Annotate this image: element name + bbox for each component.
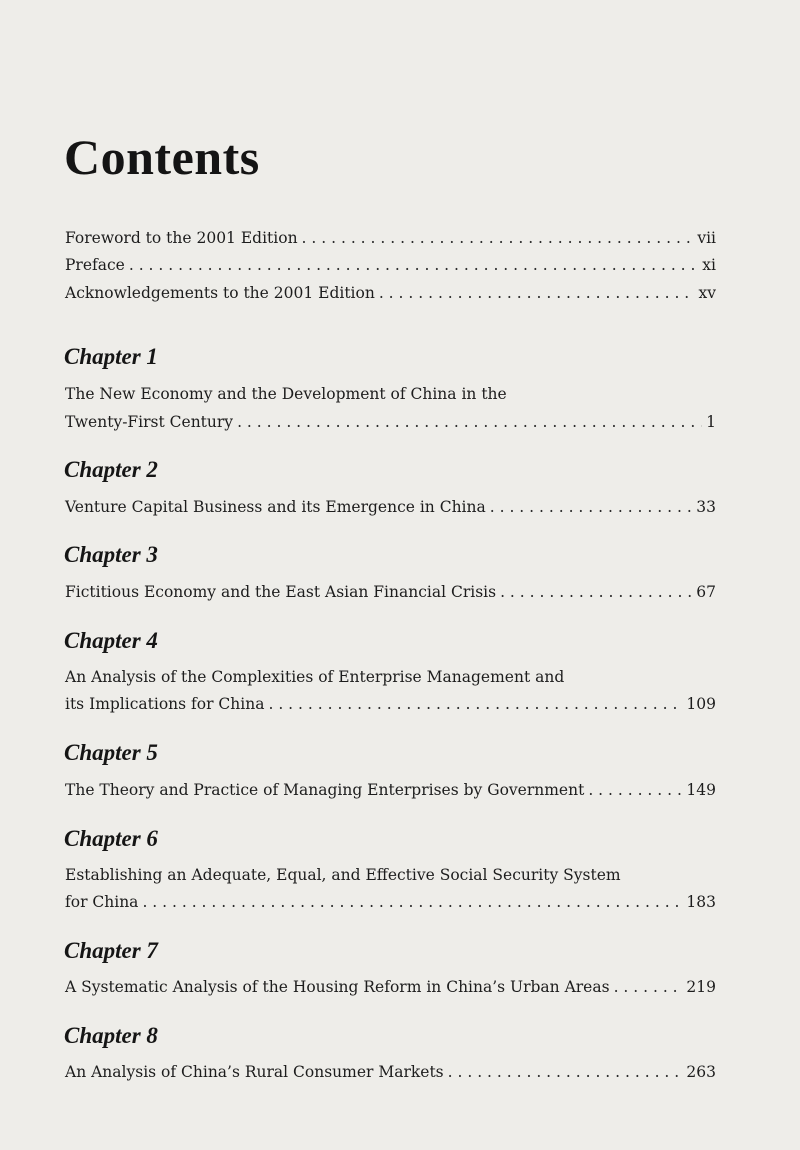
toc-entry-title: Fictitious Economy and the East Asian Financial Crisis xyxy=(65,583,497,601)
dot-leader xyxy=(500,582,692,602)
chapter-heading: Chapter 2 xyxy=(64,457,158,482)
toc-entry-preface[interactable] xyxy=(65,255,716,275)
toc-entry-chapter-5[interactable] xyxy=(65,780,716,800)
toc-entry-page: xi xyxy=(702,256,716,274)
dot-leader xyxy=(588,780,682,800)
toc-entry-title: Foreword to the 2001 Edition xyxy=(65,229,298,247)
chapter-heading: Chapter 5 xyxy=(64,740,158,765)
dot-leader xyxy=(129,255,698,275)
toc-entry-title-line1: The New Economy and the Development of China in the xyxy=(65,385,507,403)
chapter-heading: Chapter 8 xyxy=(64,1023,158,1048)
toc-entry-title: Venture Capital Business and its Emergence in China xyxy=(65,498,486,516)
toc-entry-page: 183 xyxy=(686,893,716,911)
toc-entry-page: 263 xyxy=(686,1063,716,1081)
toc-entry-title: Acknowledgements to the 2001 Edition xyxy=(65,284,375,302)
toc-entry-foreword[interactable] xyxy=(65,228,716,248)
page-title: Contents xyxy=(64,129,260,185)
chapter-heading: Chapter 1 xyxy=(64,344,158,369)
toc-entry-title: The Theory and Practice of Managing Enterprises by Government xyxy=(65,781,585,799)
toc-entry-page: 219 xyxy=(686,978,716,996)
dot-leader xyxy=(448,1062,683,1082)
toc-entry-chapter-7[interactable] xyxy=(65,977,716,997)
toc-entry-page: 109 xyxy=(686,695,716,713)
toc-entry-chapter-1[interactable] xyxy=(65,412,716,432)
dot-leader xyxy=(490,497,693,517)
dot-leader xyxy=(237,412,702,432)
toc-entry-chapter-6[interactable] xyxy=(65,892,716,912)
toc-entry-title: its Implications for China xyxy=(65,695,265,713)
chapter-heading: Chapter 3 xyxy=(64,542,158,567)
chapter-heading: Chapter 4 xyxy=(64,628,158,653)
chapter-heading: Chapter 6 xyxy=(64,826,158,851)
dot-leader xyxy=(302,228,694,248)
toc-entry-chapter-8[interactable] xyxy=(65,1062,716,1082)
chapter-heading: Chapter 7 xyxy=(64,938,158,963)
toc-entry-title: A Systematic Analysis of the Housing Reform in China’s Urban Areas xyxy=(65,978,610,996)
toc-entry-chapter-3[interactable] xyxy=(65,582,716,602)
toc-entry-title: Twenty-First Century xyxy=(65,413,234,431)
toc-entry-page: 149 xyxy=(686,781,716,799)
toc-entry-title-line1: An Analysis of the Complexities of Enterprise Management and xyxy=(65,668,565,686)
dot-leader xyxy=(379,283,695,303)
toc-entry-chapter-4[interactable] xyxy=(65,694,716,714)
dot-leader xyxy=(142,892,682,912)
toc-entry-page: 1 xyxy=(706,413,716,431)
toc-entry-page: xv xyxy=(698,284,716,302)
dot-leader xyxy=(614,977,683,997)
toc-entry-title-line1: Establishing an Adequate, Equal, and Effective Social Security System xyxy=(65,866,621,884)
toc-entry-page: vii xyxy=(697,229,716,247)
dot-leader xyxy=(268,694,682,714)
toc-entry-page: 33 xyxy=(696,498,716,516)
toc-entry-page: 67 xyxy=(696,583,716,601)
toc-entry-acknowledgements[interactable] xyxy=(65,283,716,303)
toc-entry-title: for China xyxy=(65,893,139,911)
toc-entry-title: An Analysis of China’s Rural Consumer Markets xyxy=(65,1063,444,1081)
toc-entry-title: Preface xyxy=(65,256,125,274)
toc-entry-chapter-2[interactable] xyxy=(65,497,716,517)
